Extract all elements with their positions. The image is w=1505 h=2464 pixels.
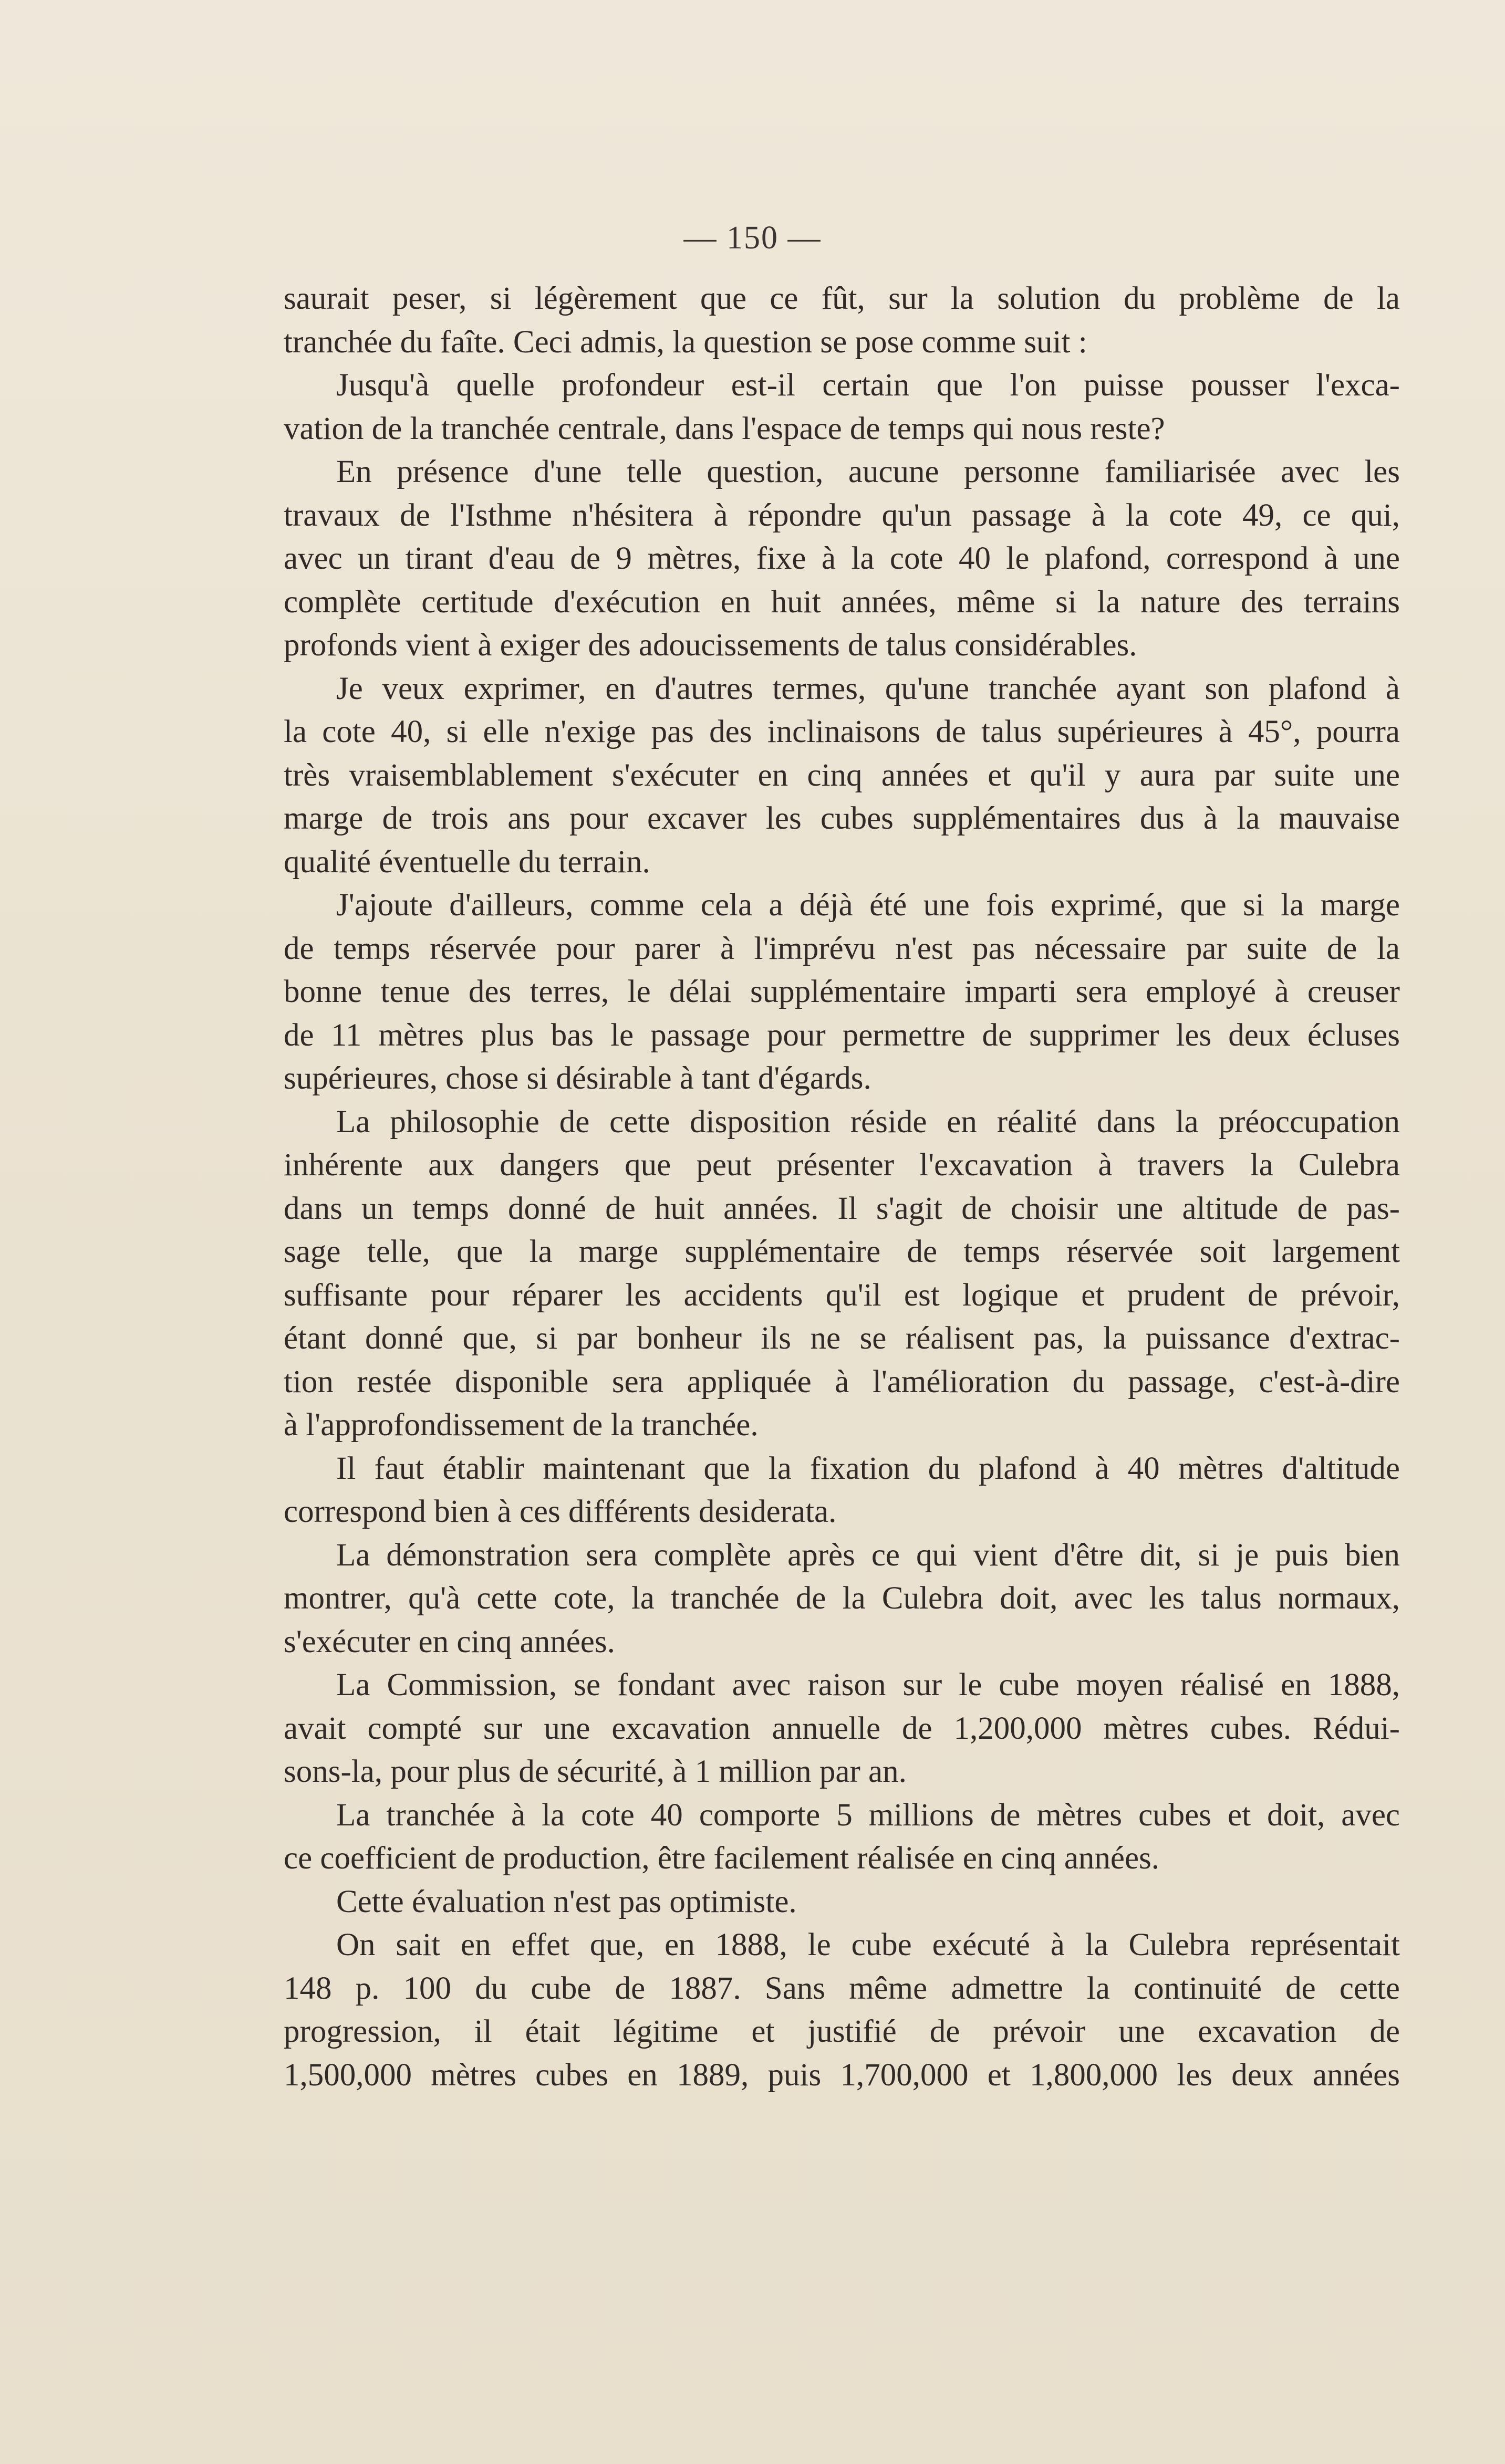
text-line: vation de la tranchée centrale, dans l'espace de temps qui nous reste? [284, 411, 1165, 446]
text-line: inhérente aux dangers que peut présenter l'excavation à travers la Culebra [284, 1147, 1400, 1183]
text-line: profonds vient à exiger des adoucissements de talus considérables. [284, 628, 1137, 663]
text-line: suffisante pour réparer les accidents qu'il est logique et prudent de prévoir, [284, 1277, 1400, 1313]
text-line: La Commission, se fondant avec raison sur le cube moyen réalisé en 1888, [336, 1667, 1400, 1703]
text-line: La philosophie de cette disposition réside en réalité dans la préoccupation [336, 1104, 1400, 1140]
text-line: Je veux exprimer, en d'autres termes, qu'une tranchée ayant son plafond à [336, 671, 1400, 706]
text-line: Jusqu'à quelle profondeur est-il certain que l'on puisse pousser l'exca- [336, 368, 1400, 403]
text-line: correspond bien à ces différents desiderata. [284, 1494, 837, 1529]
text-line: de temps réservée pour parer à l'imprévu n'est pas nécessaire par suite de la [284, 931, 1400, 966]
text-line: complète certitude d'exécution en huit années, même si la nature des terrains [284, 584, 1400, 620]
text-line: s'exécuter en cinq années. [284, 1624, 615, 1659]
text-line: de 11 mètres plus bas le passage pour permettre de supprimer les deux écluses [284, 1017, 1400, 1053]
text-line: saurait peser, si légèrement que ce fût, sur la solution du problème de la [284, 281, 1400, 316]
text-line: avec un tirant d'eau de 9 mètres, fixe à la cote 40 le plafond, correspond à une [284, 541, 1400, 576]
text-line: travaux de l'Isthme n'hésitera à répondre qu'un passage à la cote 49, ce qui, [284, 497, 1400, 533]
body-text [284, 277, 1400, 2097]
text-line: bonne tenue des terres, le délai supplémentaire imparti sera employé à creuser [284, 974, 1400, 1009]
text-line: On sait en effet que, en 1888, le cube exécuté à la Culebra représentait [336, 1927, 1400, 1962]
text-line: progression, il était légitime et justifié de prévoir une excavation de [284, 2014, 1400, 2049]
text-line: très vraisemblablement s'exécuter en cinq années et qu'il y aura par suite une [284, 757, 1400, 793]
text-line: étant donné que, si par bonheur ils ne se réalisent pas, la puissance d'extrac- [284, 1321, 1400, 1356]
text-line: 148 p. 100 du cube de 1887. Sans même admettre la continuité de cette [284, 1970, 1400, 2006]
text-line: La tranchée à la cote 40 comporte 5 millions de mètres cubes et doit, avec [336, 1797, 1400, 1833]
text-line: à l'approfondissement de la tranchée. [284, 1407, 759, 1443]
text-line: supérieures, chose si désirable à tant d'égards. [284, 1061, 871, 1096]
text-line: sage telle, que la marge supplémentaire de temps réservée soit largement [284, 1234, 1400, 1269]
text-line: J'ajoute d'ailleurs, comme cela a déjà été une fois exprimé, que si la marge [336, 888, 1400, 923]
text-line: 1,500,000 mètres cubes en 1889, puis 1,700,000 et 1,800,000 les deux années [284, 2057, 1400, 2093]
text-line: montrer, qu'à cette cote, la tranchée de la Culebra doit, avec les talus normaux, [284, 1581, 1400, 1616]
text-line: sons-la, pour plus de sécurité, à 1 million par an. [284, 1754, 907, 1789]
text-line: dans un temps donné de huit années. Il s'agit de choisir une altitude de pas- [284, 1191, 1400, 1226]
text-line: tranchée du faîte. Ceci admis, la question se pose comme suit : [284, 324, 1087, 360]
text-line: Cette évaluation n'est pas optimiste. [336, 1884, 797, 1919]
text-line: La démonstration sera complète après ce qui vient d'être dit, si je puis bien [336, 1537, 1400, 1573]
text-line: ce coefficient de production, être facilement réalisée en cinq années. [284, 1841, 1160, 1876]
text-line: la cote 40, si elle n'exige pas des inclinaisons de talus supérieures à 45°, pourra [284, 714, 1400, 749]
text-line: avait compté sur une excavation annuelle de 1,200,000 mètres cubes. Rédui- [284, 1710, 1400, 1746]
text-line: En présence d'une telle question, aucune personne familiarisée avec les [336, 454, 1400, 489]
text-line: qualité éventuelle du terrain. [284, 844, 650, 880]
text-line: tion restée disponible sera appliquée à l'amélioration du passage, c'est-à-dire [284, 1364, 1400, 1400]
text-line: marge de trois ans pour excaver les cubes supplémentaires dus à la mauvaise [284, 801, 1400, 836]
text-line: Il faut établir maintenant que la fixation du plafond à 40 mètres d'altitude [336, 1450, 1400, 1486]
page-number: — 150 — [683, 220, 822, 256]
